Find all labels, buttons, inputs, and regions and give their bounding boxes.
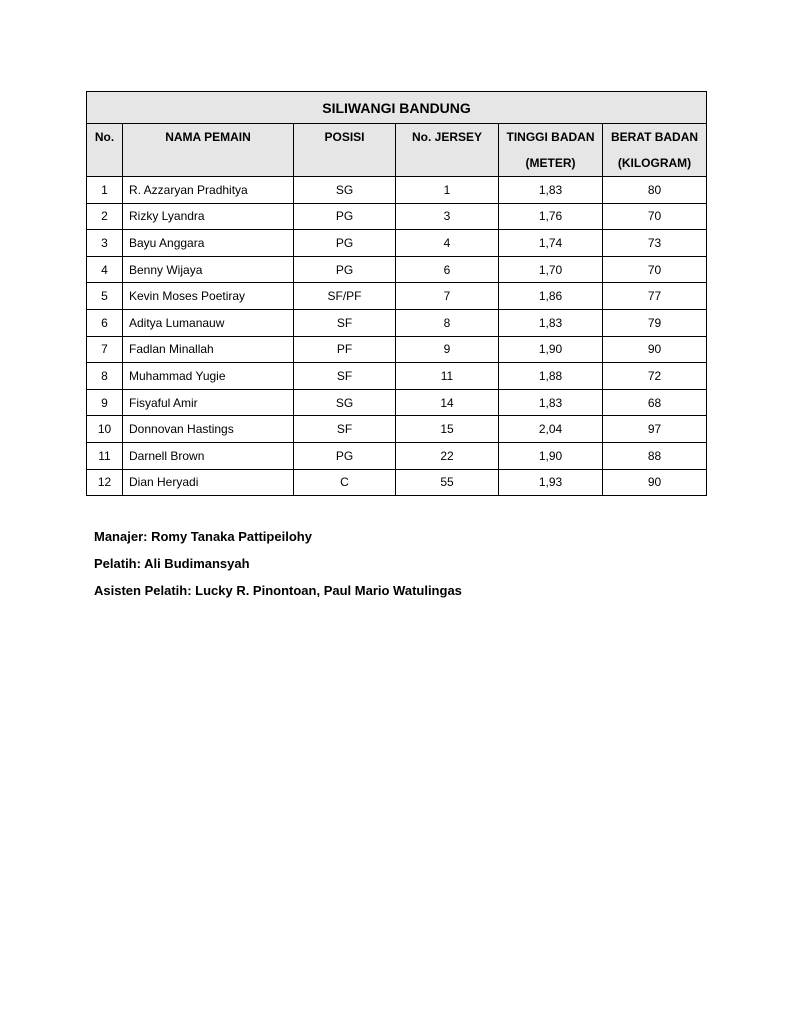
column-header-line	[396, 150, 498, 176]
cell-jersey: 7	[396, 283, 499, 310]
column-header-no	[87, 124, 123, 177]
cell-no: 4	[87, 256, 123, 283]
assistant-coach-line: Asisten Pelatih: Lucky R. Pinontoan, Paul Mario Watulingas	[94, 583, 462, 598]
cell-height: 1,88	[499, 363, 603, 390]
column-header-weight	[603, 124, 707, 177]
table-row	[87, 230, 707, 257]
manager-line: Manajer: Romy Tanaka Pattipeilohy	[94, 529, 312, 544]
cell-height: 1,90	[499, 336, 603, 363]
cell-height: 1,76	[499, 203, 603, 230]
cell-height: 1,70	[499, 256, 603, 283]
cell-position: PG	[294, 203, 396, 230]
cell-jersey: 6	[396, 256, 499, 283]
column-header-height	[499, 124, 603, 177]
cell-weight: 77	[603, 283, 707, 310]
column-header-jersey	[396, 124, 499, 177]
table-row	[87, 256, 707, 283]
table-row	[87, 336, 707, 363]
roster-table	[86, 91, 707, 496]
cell-no: 6	[87, 309, 123, 336]
cell-no: 7	[87, 336, 123, 363]
column-header-line: BERAT BADAN	[610, 130, 699, 144]
cell-jersey: 11	[396, 363, 499, 390]
cell-no: 1	[87, 177, 123, 204]
cell-player-name: Benny Wijaya	[123, 256, 294, 283]
cell-weight: 90	[603, 336, 707, 363]
table-row	[87, 442, 707, 469]
cell-player-name: R. Azzaryan Pradhitya	[123, 177, 294, 204]
cell-jersey: 9	[396, 336, 499, 363]
column-header-line: NAMA PEMAIN	[165, 130, 251, 144]
column-header-line: POSISI	[324, 130, 365, 144]
column-header-line: (KILOGRAM)	[617, 156, 692, 170]
cell-no: 2	[87, 203, 123, 230]
cell-height: 2,04	[499, 416, 603, 443]
cell-height: 1,83	[499, 177, 603, 204]
cell-player-name: Dian Heryadi	[123, 469, 294, 496]
cell-position: SF	[294, 309, 396, 336]
cell-jersey: 1	[396, 177, 499, 204]
cell-player-name: Fadlan Minallah	[123, 336, 294, 363]
cell-position: SF	[294, 416, 396, 443]
cell-weight: 97	[603, 416, 707, 443]
cell-weight: 73	[603, 230, 707, 257]
cell-height: 1,74	[499, 230, 603, 257]
cell-jersey: 4	[396, 230, 499, 257]
table-row	[87, 309, 707, 336]
cell-position: SF	[294, 363, 396, 390]
cell-player-name: Kevin Moses Poetiray	[123, 283, 294, 310]
cell-position: C	[294, 469, 396, 496]
column-header-line: No.	[94, 130, 115, 144]
cell-jersey: 15	[396, 416, 499, 443]
cell-no: 11	[87, 442, 123, 469]
cell-no: 10	[87, 416, 123, 443]
cell-player-name: Donnovan Hastings	[123, 416, 294, 443]
table-title-row	[87, 92, 707, 124]
cell-position: PG	[294, 230, 396, 257]
table-row	[87, 177, 707, 204]
cell-jersey: 22	[396, 442, 499, 469]
cell-jersey: 14	[396, 389, 499, 416]
cell-height: 1,83	[499, 309, 603, 336]
cell-height: 1,93	[499, 469, 603, 496]
cell-player-name: Aditya Lumanauw	[123, 309, 294, 336]
column-header-line	[294, 150, 395, 176]
cell-player-name: Muhammad Yugie	[123, 363, 294, 390]
cell-jersey: 8	[396, 309, 499, 336]
cell-weight: 72	[603, 363, 707, 390]
column-header-line: (METER)	[525, 156, 576, 170]
cell-position: PG	[294, 256, 396, 283]
cell-no: 3	[87, 230, 123, 257]
coach-line: Pelatih: Ali Budimansyah	[94, 556, 250, 571]
cell-weight: 68	[603, 389, 707, 416]
table-row	[87, 283, 707, 310]
cell-no: 8	[87, 363, 123, 390]
column-header-line: TINGGI BADAN	[506, 130, 595, 144]
cell-height: 1,83	[499, 389, 603, 416]
column-header-line	[87, 150, 122, 176]
cell-position: SG	[294, 389, 396, 416]
cell-height: 1,86	[499, 283, 603, 310]
cell-position: SF/PF	[294, 283, 396, 310]
cell-position: PG	[294, 442, 396, 469]
cell-weight: 90	[603, 469, 707, 496]
table-row	[87, 389, 707, 416]
cell-no: 12	[87, 469, 123, 496]
cell-weight: 88	[603, 442, 707, 469]
cell-jersey: 55	[396, 469, 499, 496]
cell-player-name: Bayu Anggara	[123, 230, 294, 257]
column-header-line: No. JERSEY	[411, 130, 483, 144]
cell-height: 1,90	[499, 442, 603, 469]
cell-weight: 70	[603, 256, 707, 283]
cell-position: PF	[294, 336, 396, 363]
table-row	[87, 203, 707, 230]
table-header-row	[87, 124, 707, 177]
cell-position: SG	[294, 177, 396, 204]
column-header-position	[294, 124, 396, 177]
table-title: SILIWANGI BANDUNG	[87, 92, 707, 124]
cell-player-name: Fisyaful Amir	[123, 389, 294, 416]
cell-weight: 70	[603, 203, 707, 230]
cell-player-name: Rizky Lyandra	[123, 203, 294, 230]
column-header-name	[123, 124, 294, 177]
staff-section	[94, 526, 462, 607]
cell-weight: 80	[603, 177, 707, 204]
column-header-line	[123, 150, 293, 176]
cell-no: 5	[87, 283, 123, 310]
table-row	[87, 416, 707, 443]
table-row	[87, 363, 707, 390]
cell-no: 9	[87, 389, 123, 416]
cell-player-name: Darnell Brown	[123, 442, 294, 469]
table-row	[87, 469, 707, 496]
cell-weight: 79	[603, 309, 707, 336]
cell-jersey: 3	[396, 203, 499, 230]
